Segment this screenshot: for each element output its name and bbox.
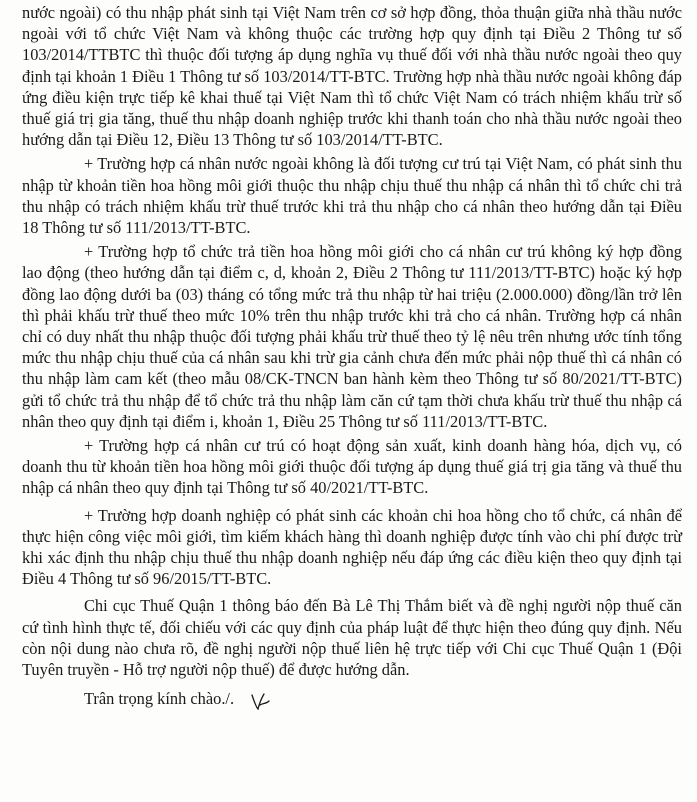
- closing-line: [22, 688, 682, 712]
- paragraph-foreign-individual: + Trường hợp cá nhân nước ngoài không là đối tượng cư trú tại Việt Nam, có phát sinh thu nhập từ khoản tiền hoa hồng môi giới thuộc thu nhập chịu thuế thu nhập cá nhân thì tổ chức chi trả thu nhập có trách nhiệm khấu trừ thuế trước khi trả thu nhập cho cá nhân theo hướng dẫn tại Điều 18 Thông tư số 111/2013/TT-BTC.: [22, 154, 682, 238]
- paragraph-contractor-continuation: nước ngoài) có thu nhập phát sinh tại Việt Nam trên cơ sở hợp đồng, thỏa thuận giữa nhà thầu nước ngoài với tổ chức Việt Nam và không thuộc các trường hợp quy định tại Điều 2 Thông tư số 103/2014/TTBTC thì thuộc đối tượng áp dụng nghĩa vụ thuế đối với nhà thầu nước ngoài theo quy định tại khoản 1 Điều 1 Thông tư số 103/2014/TT-BTC. Trường hợp nhà thầu nước ngoài không đáp ứng điều kiện trực tiếp kê khai thuế tại Việt Nam thì tổ chức Việt Nam có trách nhiệm khấu trừ số thuế giá trị gia tăng, thuế thu nhập doanh nghiệp trước khi thanh toán cho nhà thầu nước ngoài theo hướng dẫn tại Điều 12, Điều 13 Thông tư số 103/2014/TT-BTC.: [22, 3, 682, 150]
- paragraph-enterprise-commission-expense: + Trường hợp doanh nghiệp có phát sinh các khoản chi hoa hồng cho tổ chức, cá nhân để thực hiện công việc môi giới, tìm kiếm khách hàng thì doanh nghiệp được tính vào chi phí được trừ khi xác định thu nhập chịu thuế thu nhập doanh nghiệp nếu đáp ứng các điều kiện theo quy định tại Điều 4 Thông tư số 96/2015/TT-BTC.: [22, 505, 682, 589]
- document-body: [22, 2, 682, 713]
- closing-text: Trân trọng kính chào./.: [84, 689, 235, 709]
- paragraph-business-individual: + Trường hợp cá nhân cư trú có hoạt động sản xuất, kinh doanh hàng hóa, dịch vụ, có doanh thu từ khoản tiền hoa hồng môi giới thuộc đối tượng áp dụng thuế giá trị gia tăng và thuế thu nhập cá nhân theo quy định tại Thông tư số 40/2021/TT-BTC.: [22, 436, 682, 498]
- handwritten-initial-icon: [248, 689, 274, 713]
- paragraph-resident-individual-commission: + Trường hợp tổ chức trả tiền hoa hồng môi giới cho cá nhân cư trú không ký hợp đồng lao động (theo hướng dẫn tại điểm c, d, khoản 2, Điều 2 Thông tư 111/2013/TT-BTC) hoặc ký hợp đồng lao động dưới ba (03) tháng có tổng mức trả thu nhập từ hai triệu (2.000.000) đồng/lần trở lên thì phải khấu trừ thuế theo mức 10% trên thu nhập trước khi trả cho cá nhân. Trường hợp cá nhân chỉ có duy nhất thu nhập thuộc đối tượng phải khấu trừ thuế theo tỷ lệ nêu trên nhưng ước tính tổng mức thu nhập chịu thuế của cá nhân sau khi trừ gia cảnh chưa đến mức phải nộp thuế thì cá nhân có thu nhập làm cam kết (theo mẫu 08/CK-TNCN ban hành kèm theo Thông tư số 80/2021/TT-BTC) gửi tổ chức trả thu nhập để tổ chức trả thu nhập làm căn cứ tạm thời chưa khấu trừ thuế thu nhập cá nhân theo quy định tại điểm i, khoản 1, Điều 25 Thông tư số 111/2013/TT-BTC.: [22, 242, 682, 431]
- paragraph-notification: Chi cục Thuế Quận 1 thông báo đến Bà Lê Thị Thắm biết và đề nghị người nộp thuế căn cứ tình hình thực tế, đối chiếu với các quy định của pháp luật để thực hiện theo đúng quy định. Nếu còn nội dung nào chưa rõ, đề nghị người nộp thuế liên hệ trực tiếp với Chi cục Thuế Quận 1 (Đội Tuyên truyền - Hỗ trợ người nộp thuế) để được hướng dẫn.: [22, 596, 682, 680]
